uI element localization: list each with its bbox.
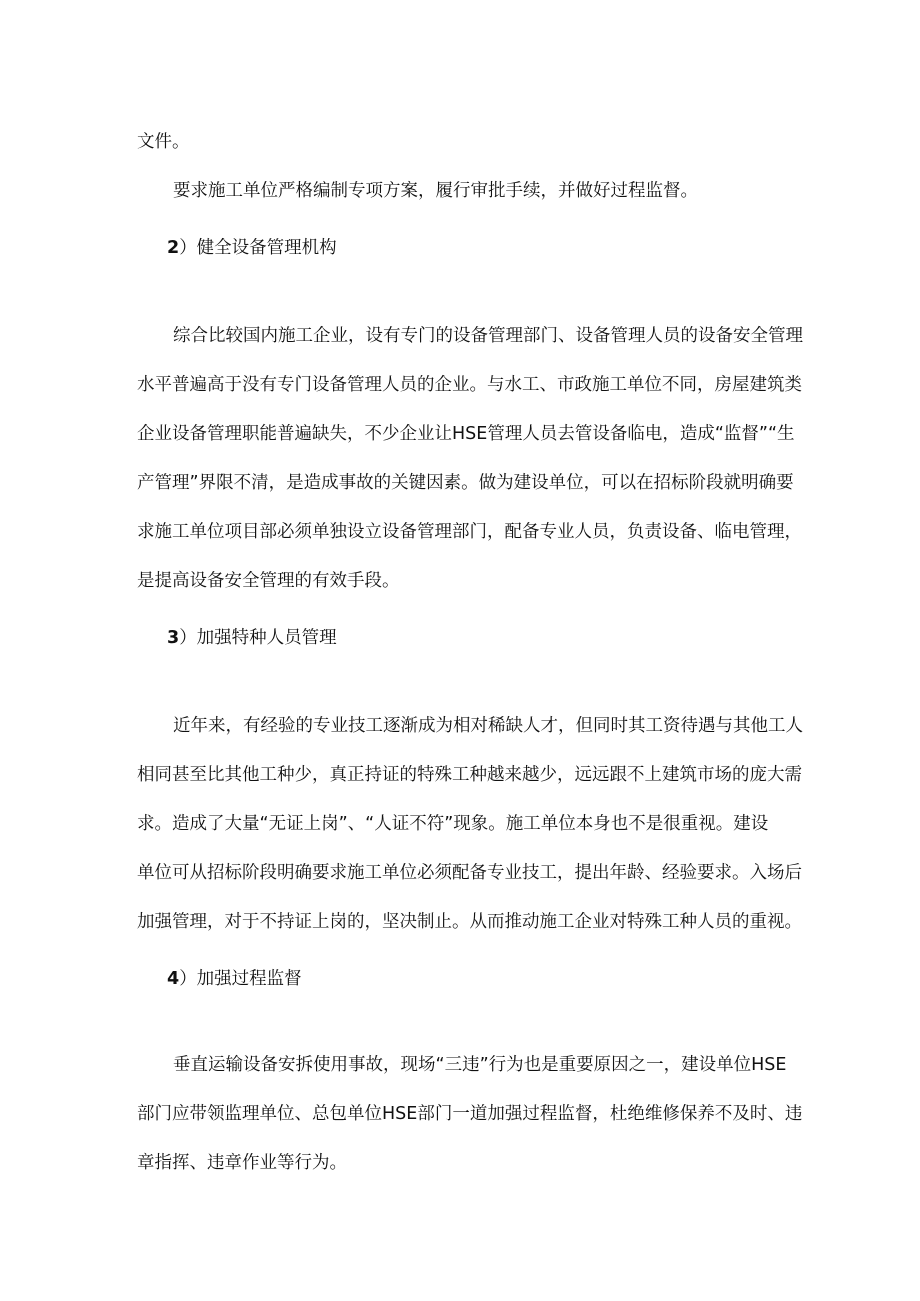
text-line: 求。造成了大量“无证上岗”、“人证不符”现象。施工单位本身也不是很重视。建设 (137, 814, 769, 834)
text-line: 综合比较国内施工企业，设有专门的设备管理部门、设备管理人员的设备安全管理 (173, 326, 803, 346)
heading-text: ）健全设备管理机构 (179, 238, 337, 258)
text-line: 求施工单位项目部必须单独设立设备管理部门，配备专业人员，负责设备、临电管理， (137, 522, 802, 542)
text-line: 是提高设备安全管理的有效手段。 (137, 571, 400, 591)
text-line: 产管理”界限不清，是造成事故的关键因素。做为建设单位，可以在招标阶段就明确要 (137, 473, 794, 493)
text-line: 单位可从招标阶段明确要求施工单位必须配备专业技工，提出年龄、经验要求。入场后 (137, 863, 802, 883)
text-line: 水平普遍高于没有专门设备管理人员的企业。与水工、市政施工单位不同，房屋建筑类 (137, 375, 802, 395)
text-line: 章指挥、违章作业等行为。 (137, 1153, 347, 1173)
text-line: 相同甚至比其他工种少，真正持证的特殊工种越来越少，远远跟不上建筑市场的庞大需 (137, 765, 802, 785)
text-line: 企业设备管理职能普遍缺失，不少企业让HSE管理人员去管设备临电，造成“监督”“生 (137, 424, 795, 444)
section-heading-2 (167, 236, 827, 260)
text-line: 加强管理，对于不持证上岗的，坚决制止。从而推动施工企业对特殊工种人员的重视。 (137, 912, 802, 932)
section-heading-4 (167, 967, 827, 991)
section-heading-3 (167, 626, 827, 650)
text-line: 要求施工单位严格编制专项方案，履行审批手续，并做好过程监督。 (173, 181, 698, 201)
heading-text: ）加强特种人员管理 (179, 628, 337, 648)
heading-number: 4 (167, 969, 180, 989)
text-line: 近年来，有经验的专业技工逐渐成为相对稀缺人才，但同时其工资待遇与其他工人 (173, 716, 803, 736)
text-line: 垂直运输设备安拆使用事故，现场“三违”行为也是重要原因之一，建设单位HSE (173, 1055, 787, 1075)
text-line: 文件。 (137, 132, 190, 152)
text-line: 部门应带领监理单位、总包单位HSE部门一道加强过程监督，杜绝维修保养不及时、违 (137, 1104, 803, 1124)
heading-text: ）加强过程监督 (179, 969, 302, 989)
heading-number: 3 (167, 628, 180, 648)
heading-number: 2 (167, 238, 180, 258)
